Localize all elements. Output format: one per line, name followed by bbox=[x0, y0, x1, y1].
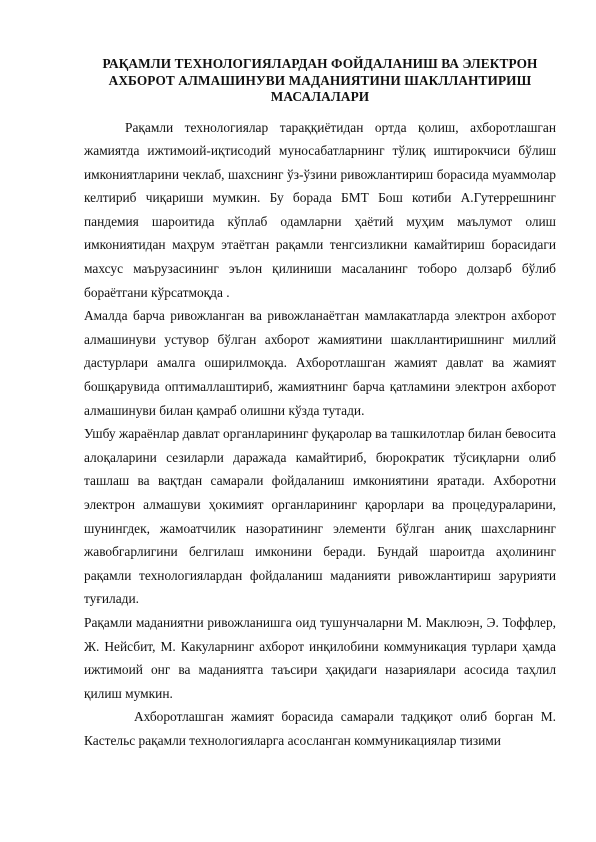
paragraph-3: Ушбу жараёнлар давлат органларининг фуқаролар ва ташкилотлар билан бевосита алоқаларини сезиларли даражада камайтириб, бюрократик тўсиқларни олиб ташлаш ва вақтдан самарали фойдаланиш имкониятини яратади. Ахборотни электрон алмашуви ҳокимият органларининг қарорлари ва процедураларини, шунингдек, жамоатчилик назоратининг элементи бўлган аниқ шахсларнинг жавобгарлигини белгилаш имконини беради. Бундай шароитда аҳолининг рақамли технологиялардан фойдаланиш маданияти ривожлантириш зарурияти туғилади. bbox=[84, 426, 556, 607]
title-line-3: МАСАЛАЛАРИ bbox=[270, 89, 370, 104]
title-line-1: РАҚАМЛИ ТЕХНОЛОГИЯЛАРДАН ФОЙДАЛАНИШ ВА ЭЛЕКТРОН bbox=[102, 56, 538, 71]
title-line-2: АХБОРОТ АЛМАШИНУВИ МАДАНИЯТИНИ ШАКЛЛАНТИРИШ bbox=[108, 72, 532, 88]
paragraph-1: Рақамли технологиялар тараққиётидан ортда қолиш, ахборотлашган жамиятда ижтимоий-иқтисодий муносабатларнинг тўлиқ иштирокчиси бўлиш имкониятларини чеклаб, шахснинг ўз-ўзини ривожлантириш борасида муаммолар келтириб чиқариши мумкин. Бу борада БМТ Бош котиби А.Гутеррешнинг пандемия шароитида кўплаб одамларни ҳаётий муҳим маълумот олиш имкониятидан маҳрум этаётган рақамли тенгсизликни камайтириш борасидаги махсус маърузасининг эълон қилиниши масаланинг тоборо долзарб бўлиб бораётгани кўрсатмоқда . bbox=[84, 119, 556, 300]
document-title bbox=[84, 56, 556, 106]
paragraph-5: Ахборотлашган жамият борасида самарали тадқиқот олиб борган М. Кастельс рақамли технологияларга асосланган коммуникациялар тизими bbox=[84, 709, 556, 748]
paragraph-4: Рақамли маданиятни ривожланишга оид тушунчаларни М. Маклюэн, Э. Тоффлер, Ж. Нейсбит, М. Какуларнинг ахборот инқилобини коммуникация турлари ҳамда ижтимоий онг ва маданиятга таъсири ҳақидаги назариялари асосида таҳлил қилиш мумкин. bbox=[84, 614, 556, 701]
paragraph-2: Амалда барча ривожланган ва ривожланаётган мамлакатларда электрон ахборот алмашинуви устувор бўлган ахборот жамиятини шакллантиришнинг миллий дастурлари амалга оширилмоқда. Ахборотлашган жамият давлат ва жамият бошқарувида оптималлаштириб, жамиятнинг барча қатламини электрон ахборот алмашинуви билан қамраб олишни кўзда тутади. bbox=[84, 308, 556, 418]
